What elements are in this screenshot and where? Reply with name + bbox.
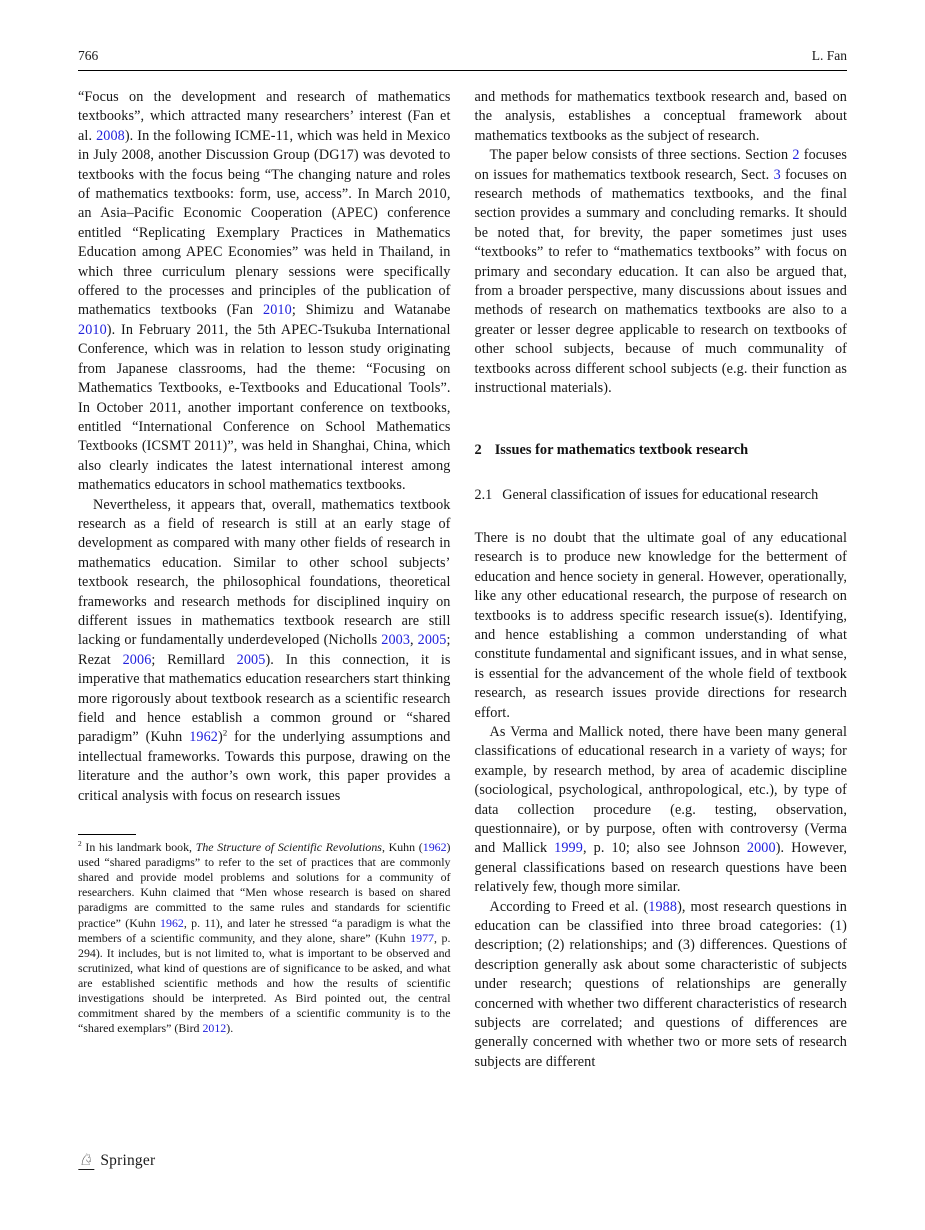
two-column-body — [78, 88, 847, 1072]
footnote-block — [78, 834, 451, 1036]
text-segment: ). — [226, 1021, 234, 1036]
citation-link[interactable]: 1962 — [189, 729, 218, 746]
text-segment: , — [410, 632, 418, 649]
citation-link[interactable]: 2003 — [381, 632, 411, 649]
left-column — [78, 88, 451, 1072]
text-segment: ). In the following ICME-11, which was held in Mexico in July 2008, another Discussion Group (DG17) was devoted to textbooks with the focus being “The changing nature and roles of mathematics textbooks: form, use, access”. In March 2010, an Asia–Pacific Economic Cooperation (APEC) conference entitled “Replicating Exemplary Practices in Mathematics Education among APEC Economies” was held in Thailand, in which three curriculum plenary sessions were specifically offered to the processes and principles of the publication of mathematics textbooks (Fan — [78, 127, 451, 319]
citation-link[interactable]: 1977 — [410, 930, 434, 945]
italic-text: The Structure of Scientific Revolutions — [195, 840, 382, 855]
text-segment: According to Freed et al. ( — [489, 898, 649, 915]
text-segment: ; Rezat — [78, 632, 451, 668]
subsection-heading — [475, 486, 848, 505]
text-segment: In his landmark book, — [81, 840, 196, 855]
citation-link[interactable]: 2010 — [78, 321, 107, 338]
section-heading — [475, 441, 848, 460]
section-title: Issues for mathematics textbook research — [494, 441, 749, 458]
text-segment: , Kuhn ( — [381, 840, 423, 855]
paragraph — [78, 88, 451, 496]
citation-link[interactable]: 2010 — [263, 302, 292, 319]
citation-link[interactable]: 2012 — [202, 1021, 227, 1036]
page-header — [78, 48, 847, 64]
paragraph — [475, 723, 848, 898]
paragraph — [475, 898, 848, 1073]
citation-link[interactable]: 3 — [773, 166, 781, 183]
citation-link[interactable]: 2 — [792, 147, 800, 164]
footnote-marker: 2 — [222, 727, 228, 738]
text-segment: ; Shimizu and Watanabe — [291, 302, 451, 319]
citation-link[interactable]: 2005 — [417, 632, 447, 649]
page-footer — [78, 1152, 155, 1170]
text-segment: ). In this connection, it is imperative that mathematics education researchers start thinking more rigorously about textbook research as a scientific research field and hence establish a common ground or “shared paradigm” (Kuhn — [78, 651, 451, 746]
text-segment: There is no doubt that the ultimate goal of any educational research is to produce new knowledge for the betterment of education and hence society in general. However, operationally, like any other educational research, the purpose of research on textbooks is to address specific research issue(s). Identifying, and hence establishing a common understanding of what constitute fundamental and significant issues, and in what sense, is essential for the advancement of the whole field of textbook research, as research issues provide directions for research effort. — [474, 529, 847, 721]
subsection-number: 2.1 — [474, 486, 493, 503]
header-rule — [78, 70, 847, 71]
citation-link[interactable]: 1999 — [554, 840, 583, 857]
text-segment: , p. 294). It includes, but is not limited to, what is important to be observed and scrutinized, what kind of questions are of significance to be asked, and what are established scientific methods and how the results of scientific investigations should be interpreted. As Bird pointed out, the central commitment shared by the members of a scientific community is to the “shared exemplars” (Bird — [78, 930, 451, 1036]
footnote-text — [78, 840, 451, 1036]
text-segment: focuses on issues for mathematics textbook research, Sect. — [474, 147, 847, 183]
citation-link[interactable]: 1988 — [648, 898, 678, 915]
subsection-title: General classification of issues for educational research — [502, 486, 819, 503]
text-segment: ) used “shared paradigms” to refer to the set of practices that are commonly shared and provide model problems and solutions for a community of researchers. Kuhn claimed that “Men whose research is based on shared paradigms are committed to the same rules and standards for scientific practice” (Kuhn — [78, 840, 451, 930]
text-segment: “Focus on the development and research of mathematics textbooks”, which attracted many researchers’ interest (Fan et al. — [78, 89, 451, 144]
citation-link[interactable]: 2005 — [236, 651, 266, 668]
citation-link[interactable]: 2008 — [96, 127, 125, 144]
right-column — [475, 88, 848, 1072]
paragraph — [78, 496, 451, 807]
text-segment: ). In February 2011, the 5th APEC-Tsukuba International Conference, which was in relation to lesson study originating from Japanese classrooms, had the theme: “Focusing on Mathematics Textbooks, e-Textbooks and Educational Tools”. In October 2011, another important conference on textbooks, entitled “International Conference on School Mathematics Textbooks (ICSMT 2011)”, was held in Shanghai, China, which also clearly indicates the latest international interest among mathematics educators in school mathematics textbooks. — [78, 321, 451, 494]
text-segment: The paper below consists of three sections. Section — [489, 147, 793, 164]
text-segment: ; Remillard — [151, 651, 237, 668]
paragraph — [475, 88, 848, 146]
publisher-name: Springer — [100, 1152, 156, 1169]
section-number: 2 — [474, 441, 482, 458]
citation-link[interactable]: 2006 — [122, 651, 152, 668]
paragraph — [475, 146, 848, 398]
footnote-rule — [78, 834, 136, 835]
text-segment: focuses on research methods of mathematics textbooks, and the final section provides a summary and concluding remarks. It should be noted that, for brevity, the paper sometimes just uses “textbooks” to refer to “mathematics textbooks” with focus on primary and secondary education. It can also be argued that, from a broader perspective, many discussions about issues and methods of research on mathematics textbooks are also to a greater or lesser degree applicable to research on textbooks of other school subjects, because of much communality of textbooks across different school subjects (e.g. their function as instructional materials). — [474, 166, 847, 397]
text-segment: ), most research questions in education can be classified into three broad categories: (1) description; (2) relationships; and (3) differences. Questions of description generally ask about some characteristic of subjects under research; questions of relationships are generally concerned with whether two different characteristics of research subjects are correlated; and questions of differences are generally concerned with whether two or more sets of research subjects are different — [474, 898, 847, 1070]
citation-link[interactable]: 2000 — [746, 840, 776, 857]
running-author: L. Fan — [811, 48, 847, 63]
text-segment: ) — [218, 729, 223, 746]
text-segment: As Verma and Mallick noted, there have been many general classifications of educational research in a variety of ways; for example, by research method, by area of academic discipline (sociological, psychological, anthropological, etc.), by type of data collection procedure (e.g. testing, observation, questionnaire), or by purpose, often with controversy (Verma and Mallick — [474, 723, 847, 857]
text-segment: Nevertheless, it appears that, overall, mathematics textbook research as a field of research is still at an early stage of development as compared with many other fields of research in mathematics education. Similar to other school subjects’ textbook research, the philosophical foundations, theoretical frameworks and research methods for disciplined inquiry on different issues in mathematics textbook research are still lacking or fundamentally underdeveloped (Nicholls — [78, 496, 451, 649]
text-segment: and methods for mathematics textbook research and, based on the analysis, establishes a conceptual framework about mathematics textbooks as the subject of research. — [474, 89, 847, 144]
text-segment: for the underlying assumptions and intellectual frameworks. Towards this purpose, drawing on the literature and the author’s own work, this paper provides a critical analysis with focus on research issues — [78, 729, 451, 804]
footnote-marker: 2 — [78, 839, 82, 849]
citation-link[interactable]: 1962 — [160, 915, 184, 930]
paragraph — [475, 529, 848, 723]
text-segment: , p. 10; also see Johnson — [582, 840, 747, 857]
citation-link[interactable]: 1962 — [422, 840, 447, 855]
page-number: 766 — [78, 48, 99, 63]
text-segment: , p. 11), and later he stressed “a paradigm is what the members of a scientific community, and they alone, share” (Kuhn — [78, 915, 451, 945]
text-segment: ). However, general classifications based on research questions have been relatively few, though more similar. — [474, 840, 847, 896]
springer-logo-icon: ♘ — [79, 1150, 94, 1169]
